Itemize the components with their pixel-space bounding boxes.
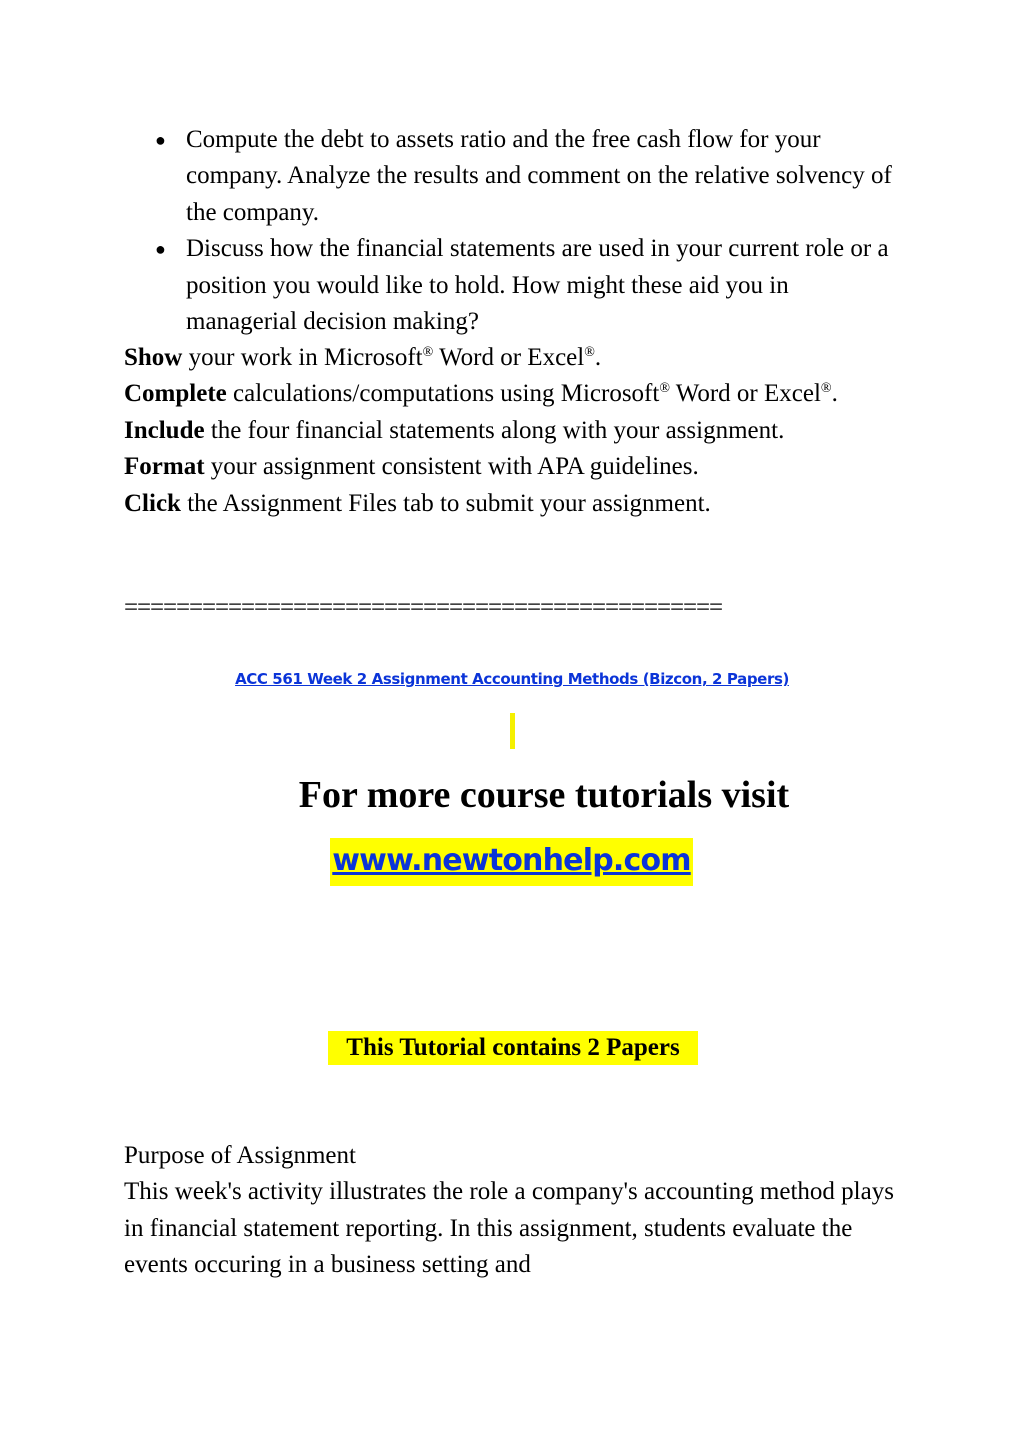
assignment-bullet-list	[124, 122, 904, 340]
instruction-text: Word or Excel	[669, 380, 821, 408]
instruction-text: your work in Microsoft	[182, 344, 423, 371]
instruction-complete	[124, 376, 904, 412]
instruction-keyword: Complete	[124, 380, 227, 408]
instruction-keyword: Include	[124, 416, 205, 444]
instruction-format	[124, 449, 904, 485]
bullet-dot-icon: ●	[155, 130, 166, 150]
instruction-text: .	[831, 380, 838, 408]
instruction-text: the four financial statements along with your assignment.	[204, 416, 785, 444]
instruction-keyword: Show	[124, 344, 183, 371]
purpose-heading: Purpose of Assignment	[124, 1142, 356, 1169]
instructions-block	[124, 340, 904, 522]
text-cursor-highlight	[510, 713, 515, 749]
purpose-section	[124, 1138, 904, 1284]
separator-line: ==============================================	[124, 594, 722, 621]
tutorial-papers-note: This Tutorial contains 2 Papers	[328, 1031, 698, 1065]
instruction-text: the Assignment Files tab to submit your assignment.	[180, 489, 711, 517]
instruction-keyword: Format	[124, 453, 205, 481]
registered-mark: ®	[659, 381, 670, 397]
instruction-keyword: Click	[124, 489, 181, 517]
bullet-item-financial-statements	[124, 231, 904, 340]
purpose-body: This week's activity illustrates the role a company's accounting method plays in financial statement reporting. In this assignment, students evaluate the events occuring in a business setting and	[124, 1178, 894, 1279]
instruction-include	[124, 413, 904, 449]
bullet-text: Discuss how the financial statements are used in your current role or a position you would like to hold. How might these aid you in managerial decision making?	[186, 235, 889, 336]
bullet-dot-icon: ●	[155, 239, 166, 260]
instruction-text: .	[594, 344, 602, 371]
website-link[interactable]: www.newtonhelp.com	[330, 838, 693, 886]
more-tutorials-heading: For more course tutorials visit	[298, 774, 790, 816]
instruction-click	[124, 486, 904, 522]
course-title-link[interactable]: ACC 561 Week 2 Assignment Accounting Methods (Bizcon, 2 Papers)	[235, 670, 789, 688]
instruction-text: your assignment consistent with APA guidelines.	[204, 453, 699, 481]
bullet-text: Compute the debt to assets ratio and the free cash flow for your company. Analyze the results and comment on the relative solvency of the company.	[186, 126, 892, 226]
registered-mark: ®	[820, 381, 832, 397]
registered-mark: ®	[584, 345, 595, 360]
bullet-item-debt-ratio	[124, 122, 904, 231]
instruction-show	[124, 340, 904, 376]
registered-mark: ®	[422, 345, 434, 360]
instruction-text: calculations/computations using Microsoft	[226, 380, 660, 408]
instruction-text: Word or Excel	[433, 344, 585, 371]
